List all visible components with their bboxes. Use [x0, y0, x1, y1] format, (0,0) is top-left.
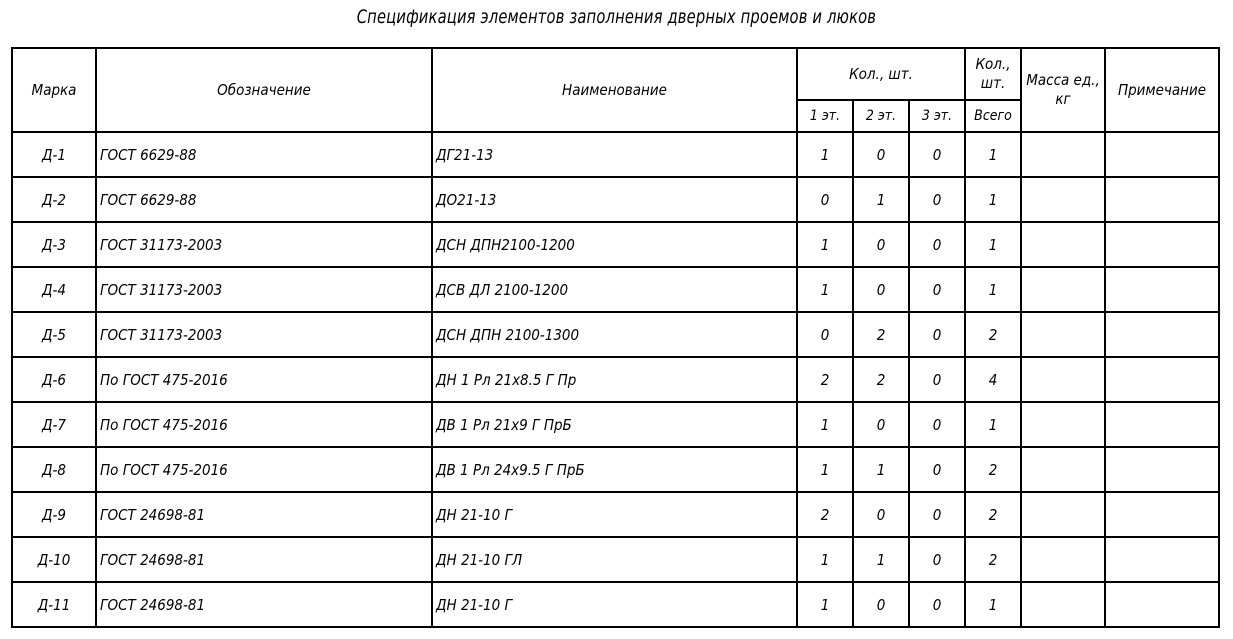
cell-mass: [1021, 177, 1105, 222]
cell-designation: ГОСТ 31173-2003: [96, 312, 432, 357]
cell-mark: Д-11: [12, 582, 96, 627]
header-designation: Обозначение: [96, 48, 432, 132]
cell-mark: Д-5: [12, 312, 96, 357]
cell-note: [1105, 447, 1219, 492]
cell-name: ДН 1 Рл 21х8.5 Г Пр: [432, 357, 797, 402]
cell-floor-3: 0: [909, 312, 965, 357]
header-floor-3: 3 эт.: [909, 100, 965, 132]
specification-table: [11, 47, 1220, 628]
cell-total: 1: [965, 132, 1021, 177]
cell-name: ДО21-13: [432, 177, 797, 222]
cell-mark: Д-9: [12, 492, 96, 537]
cell-floor-2: 0: [853, 267, 909, 312]
cell-designation: ГОСТ 31173-2003: [96, 267, 432, 312]
cell-floor-1: 1: [797, 402, 853, 447]
cell-note: [1105, 222, 1219, 267]
cell-floor-2: 2: [853, 312, 909, 357]
cell-total: 1: [965, 222, 1021, 267]
cell-mark: Д-10: [12, 537, 96, 582]
table-row: [12, 402, 1219, 447]
cell-floor-1: 1: [797, 447, 853, 492]
cell-note: [1105, 402, 1219, 447]
table-row: [12, 492, 1219, 537]
cell-floor-2: 0: [853, 402, 909, 447]
header-floor-1: 1 эт.: [797, 100, 853, 132]
header-row: [12, 48, 1219, 100]
cell-note: [1105, 312, 1219, 357]
cell-mark: Д-8: [12, 447, 96, 492]
cell-floor-2: 2: [853, 357, 909, 402]
cell-name: ДН 21-10 Г: [432, 492, 797, 537]
cell-note: [1105, 177, 1219, 222]
table-row: [12, 447, 1219, 492]
header-qty-total: Кол., шт.: [965, 48, 1021, 100]
cell-total: 2: [965, 537, 1021, 582]
cell-floor-3: 0: [909, 177, 965, 222]
cell-floor-2: 0: [853, 132, 909, 177]
cell-floor-2: 1: [853, 537, 909, 582]
cell-mass: [1021, 132, 1105, 177]
header-floor-2: 2 эт.: [853, 100, 909, 132]
cell-mass: [1021, 222, 1105, 267]
table-row: [12, 537, 1219, 582]
cell-name: ДГ21-13: [432, 132, 797, 177]
table-title: Спецификация элементов заполнения дверных проемов и люков: [356, 6, 877, 28]
cell-name: ДВ 1 Рл 21х9 Г ПрБ: [432, 402, 797, 447]
cell-floor-1: 1: [797, 222, 853, 267]
cell-floor-1: 2: [797, 357, 853, 402]
cell-floor-3: 0: [909, 132, 965, 177]
cell-floor-3: 0: [909, 267, 965, 312]
cell-mass: [1021, 357, 1105, 402]
table-row: [12, 357, 1219, 402]
header-name: Наименование: [432, 48, 797, 132]
cell-floor-3: 0: [909, 357, 965, 402]
cell-mark: Д-4: [12, 267, 96, 312]
cell-designation: ГОСТ 24698-81: [96, 492, 432, 537]
table-row: [12, 132, 1219, 177]
cell-mass: [1021, 312, 1105, 357]
cell-floor-2: 1: [853, 177, 909, 222]
cell-designation: По ГОСТ 475-2016: [96, 402, 432, 447]
cell-floor-1: 1: [797, 132, 853, 177]
cell-floor-3: 0: [909, 582, 965, 627]
cell-name: ДН 21-10 Г: [432, 582, 797, 627]
cell-floor-2: 1: [853, 447, 909, 492]
table-row: [12, 312, 1219, 357]
cell-floor-3: 0: [909, 447, 965, 492]
cell-note: [1105, 582, 1219, 627]
header-mark: Марка: [12, 48, 96, 132]
cell-designation: ГОСТ 31173-2003: [96, 222, 432, 267]
cell-total: 1: [965, 582, 1021, 627]
cell-mark: Д-7: [12, 402, 96, 447]
cell-total: 4: [965, 357, 1021, 402]
cell-name: ДН 21-10 ГЛ: [432, 537, 797, 582]
cell-floor-1: 1: [797, 537, 853, 582]
cell-floor-1: 1: [797, 267, 853, 312]
header-total: Всего: [965, 100, 1021, 132]
cell-floor-3: 0: [909, 537, 965, 582]
cell-mass: [1021, 447, 1105, 492]
cell-designation: По ГОСТ 475-2016: [96, 357, 432, 402]
cell-designation: ГОСТ 24698-81: [96, 582, 432, 627]
cell-mass: [1021, 537, 1105, 582]
cell-floor-2: 0: [853, 222, 909, 267]
cell-floor-2: 0: [853, 492, 909, 537]
table-row: [12, 267, 1219, 312]
cell-note: [1105, 492, 1219, 537]
cell-total: 1: [965, 402, 1021, 447]
cell-note: [1105, 132, 1219, 177]
table-row: [12, 582, 1219, 627]
cell-mass: [1021, 492, 1105, 537]
table-row: [12, 177, 1219, 222]
cell-note: [1105, 357, 1219, 402]
header-qty-group: Кол., шт.: [797, 48, 965, 100]
cell-floor-3: 0: [909, 222, 965, 267]
cell-mass: [1021, 582, 1105, 627]
cell-note: [1105, 537, 1219, 582]
cell-mass: [1021, 267, 1105, 312]
cell-total: 2: [965, 447, 1021, 492]
cell-floor-1: 0: [797, 177, 853, 222]
header-mass: Масса ед., кг: [1021, 48, 1105, 132]
cell-floor-3: 0: [909, 492, 965, 537]
cell-designation: ГОСТ 24698-81: [96, 537, 432, 582]
cell-note: [1105, 267, 1219, 312]
cell-floor-2: 0: [853, 582, 909, 627]
cell-mass: [1021, 402, 1105, 447]
header-note: Примечание: [1105, 48, 1219, 132]
cell-name: ДСВ ДЛ 2100-1200: [432, 267, 797, 312]
cell-designation: ГОСТ 6629-88: [96, 177, 432, 222]
cell-mark: Д-3: [12, 222, 96, 267]
cell-name: ДСН ДПН2100-1200: [432, 222, 797, 267]
cell-name: ДСН ДПН 2100-1300: [432, 312, 797, 357]
cell-total: 1: [965, 267, 1021, 312]
cell-designation: ГОСТ 6629-88: [96, 132, 432, 177]
cell-floor-1: 1: [797, 582, 853, 627]
cell-floor-1: 2: [797, 492, 853, 537]
cell-mark: Д-2: [12, 177, 96, 222]
cell-floor-3: 0: [909, 402, 965, 447]
cell-total: 1: [965, 177, 1021, 222]
cell-mark: Д-1: [12, 132, 96, 177]
cell-name: ДВ 1 Рл 24х9.5 Г ПрБ: [432, 447, 797, 492]
cell-mark: Д-6: [12, 357, 96, 402]
cell-total: 2: [965, 312, 1021, 357]
cell-designation: По ГОСТ 475-2016: [96, 447, 432, 492]
table-row: [12, 222, 1219, 267]
cell-floor-1: 0: [797, 312, 853, 357]
cell-total: 2: [965, 492, 1021, 537]
